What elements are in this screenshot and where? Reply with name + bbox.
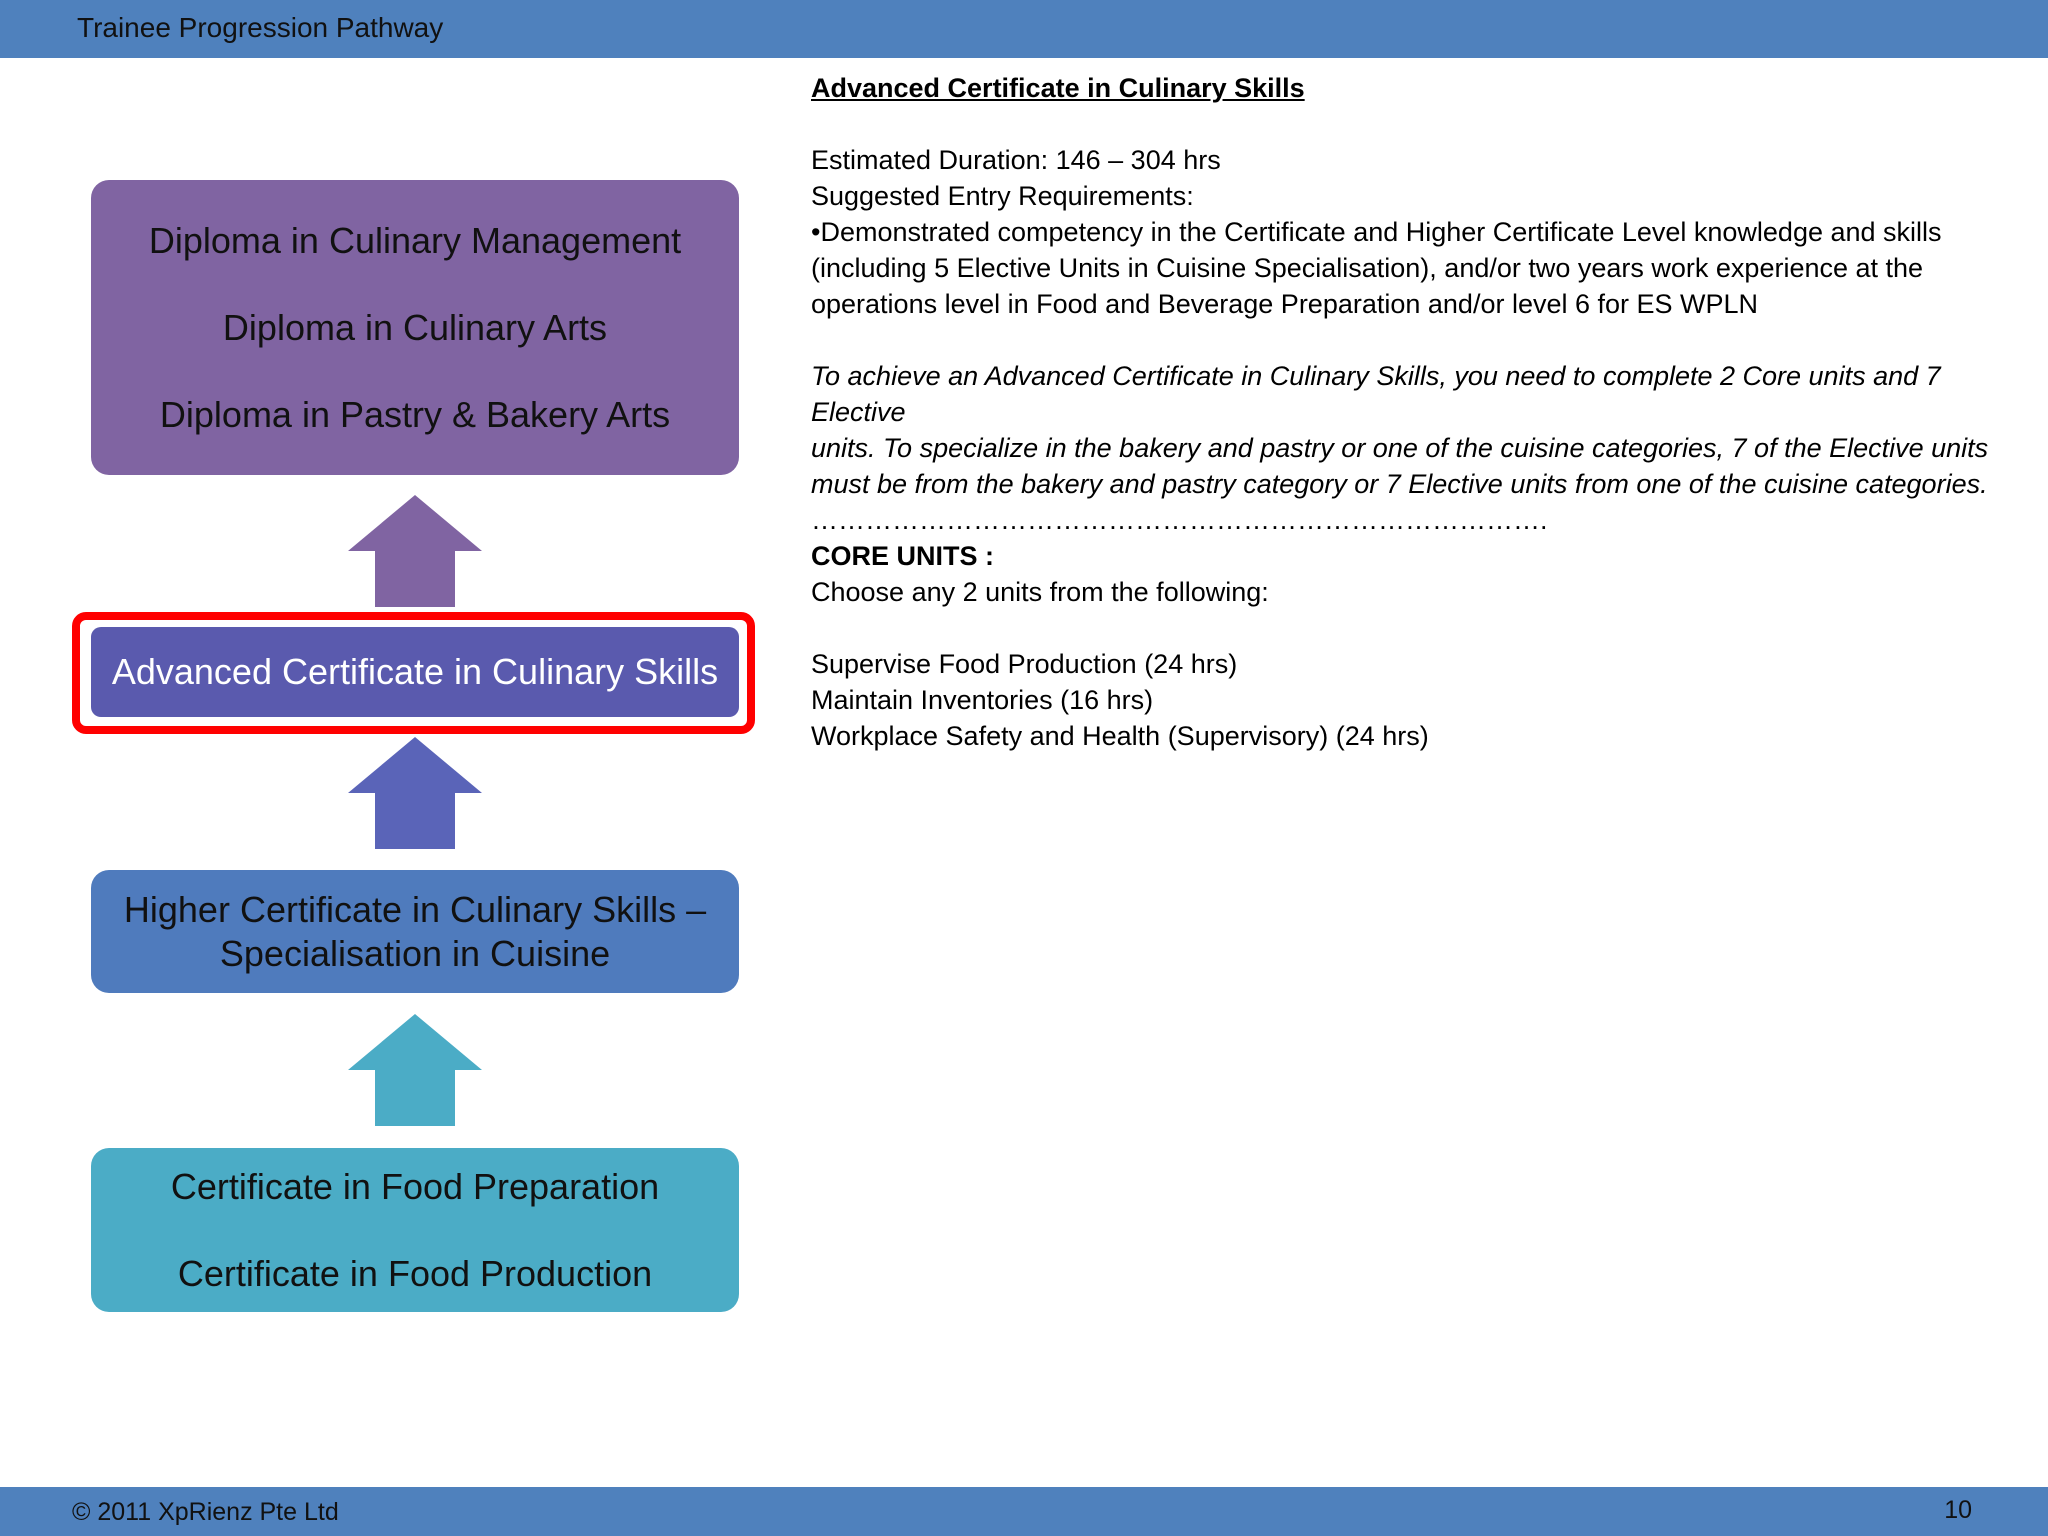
entry-requirement-line: •Demonstrated competency in the Certificate and Higher Certificate Level knowledge and skills [811,217,1942,247]
diploma-item: Diploma in Culinary Management [148,219,682,261]
duration-text: Estimated Duration: 146 – 304 hrs [811,145,1221,175]
arrow-up-icon [348,1014,482,1126]
arrow-up-icon [348,737,482,849]
note-line: To achieve an Advanced Certificate in Culinary Skills, you need to complete 2 Core units and 7 Elective [811,361,1941,427]
certificate-item: Certificate in Food Production [177,1252,653,1294]
separator-dots: ………………………………………………………………………. [811,505,1548,535]
core-unit-item: Maintain Inventories (16 hrs) [811,685,1154,715]
advanced-certificate-label: Advanced Certificate in Culinary Skills [111,651,719,692]
core-units-instruction: Choose any 2 units from the following: [811,577,1269,607]
page-number: 10 [1944,1496,1972,1524]
higher-certificate-box [91,870,739,993]
page-title: Trainee Progression Pathway [77,12,444,43]
advanced-certificate-box [91,627,739,717]
header-bar [0,0,2048,58]
diploma-box [91,180,739,475]
entry-requirement-line: (including 5 Elective Units in Cuisine Specialisation), and/or two years work experience at the [811,253,1924,283]
arrow-up-icon [348,495,482,607]
entry-requirement-line: operations level in Food and Beverage Preparation and/or level 6 for ES WPLN [811,289,1759,319]
details-heading: Advanced Certificate in Culinary Skills [811,73,1305,103]
core-unit-item: Workplace Safety and Health (Supervisory) (24 hrs) [811,721,1429,751]
core-unit-item: Supervise Food Production (24 hrs) [811,649,1238,679]
higher-certificate-line: Higher Certificate in Culinary Skills – [123,888,707,930]
footer-bar [0,1487,2048,1536]
certificate-box [91,1148,739,1312]
note-line: must be from the bakery and pastry category or 7 Elective units from one of the cuisine categories. [811,469,1988,499]
core-units-heading: CORE UNITS : [811,541,995,571]
note-line: units. To specialize in the bakery and pastry or one of the cuisine categories, 7 of the Elective units [811,433,1989,463]
copyright-text: © 2011 XpRienz Pte Ltd [72,1498,339,1526]
details-panel [811,70,2031,754]
entry-requirements-label: Suggested Entry Requirements: [811,181,1194,211]
diploma-item: Diploma in Culinary Arts [222,306,608,348]
higher-certificate-line: Specialisation in Cuisine [219,932,611,974]
diploma-item: Diploma in Pastry & Bakery Arts [159,393,671,435]
certificate-item: Certificate in Food Preparation [170,1165,660,1207]
